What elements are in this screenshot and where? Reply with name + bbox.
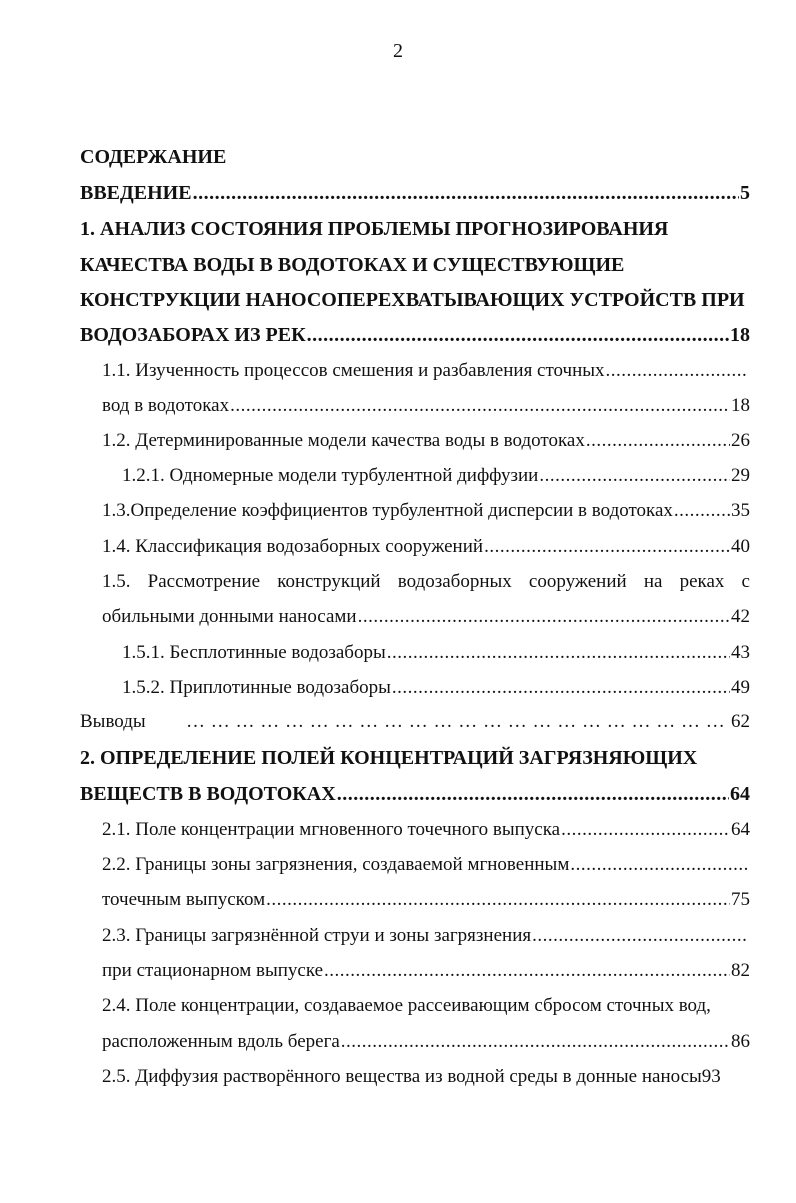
- toc-entry-title: 2.2. Границы зоны загрязнения, создаваемой мгновенным: [102, 854, 570, 875]
- toc-leader-dots: [324, 956, 730, 986]
- toc-page-number: 18: [731, 395, 750, 416]
- toc-entry-title: ВЕЩЕСТВ В ВОДОТОКАХ: [80, 783, 336, 805]
- toc-leader-dots: [230, 391, 730, 421]
- toc-entry-title: ВВЕДЕНИЕ: [80, 182, 192, 204]
- toc-entry-title: 1.5.1. Бесплотинные водозаборы: [122, 642, 386, 663]
- toc-entry-title: Выводы: [80, 711, 146, 732]
- toc-entry-1-4[interactable]: [102, 532, 750, 562]
- toc-heading: СОДЕРЖАНИЕ: [80, 146, 227, 168]
- toc-page-number: 75: [731, 889, 750, 910]
- toc-leader-dots: [561, 815, 730, 845]
- toc-leader-dots: [358, 602, 730, 632]
- toc-leader-dots: [484, 532, 730, 562]
- toc-page-number: 5: [740, 182, 750, 204]
- toc-entry-2-5[interactable]: 2.5. Диффузия растворённого вещества из водной среды в донные наносы93: [102, 1066, 721, 1087]
- toc-page-number: 40: [731, 536, 750, 557]
- toc-entry-2-1[interactable]: [102, 815, 750, 845]
- toc-entry-title: 1.2.1. Одномерные модели турбулентной диффузии: [122, 465, 539, 486]
- toc-entry-title: 1.4. Классификация водозаборных сооружений: [102, 536, 484, 557]
- page-number: 2: [393, 40, 403, 62]
- toc-entry-1-5-line-2[interactable]: [102, 602, 750, 632]
- toc-entry-1-2[interactable]: [102, 426, 750, 456]
- toc-leader-dots: [387, 638, 730, 668]
- toc-leader-dots: [586, 426, 730, 456]
- toc-chapter-1-line-3[interactable]: КОНСТРУКЦИИ НАНОСОПЕРЕХВАТЫВАЮЩИХ УСТРОЙСТВ ПРИ: [80, 289, 745, 311]
- toc-entry-intro[interactable]: [80, 178, 750, 208]
- toc-leader-dots: [193, 178, 739, 208]
- toc-page-number: 64: [731, 819, 750, 840]
- toc-leader-dots: [606, 356, 747, 386]
- toc-entry-title: 1.2. Детерминированные модели качества воды в водотоках: [102, 430, 585, 451]
- toc-entry-1-5-2[interactable]: [122, 673, 750, 703]
- toc-entry-1-5-line-1[interactable]: 1.5. Рассмотрение конструкций водозаборных сооружений на реках с: [102, 571, 750, 592]
- toc-chapter-2-line-2[interactable]: [80, 779, 750, 809]
- toc-leader-dots: [307, 320, 729, 350]
- toc-entry-2-3-line-1[interactable]: [102, 921, 748, 951]
- toc-leader-dots: [337, 779, 729, 809]
- toc-leader-dots: [674, 496, 730, 526]
- toc-entry-title: обильными донными наносами: [102, 606, 357, 627]
- toc-entry-2-2-line-1[interactable]: [102, 850, 748, 880]
- toc-leader-dots: [392, 673, 730, 703]
- toc-entry-title: при стационарном выпуске: [102, 960, 324, 981]
- toc-entry-title: 1.3.Определение коэффициентов турбулентной дисперсии в водотоках: [102, 500, 673, 521]
- toc-page-number: 49: [731, 677, 750, 698]
- toc-entry-title: расположенным вдоль берега: [102, 1031, 340, 1052]
- toc-leader-dots: [532, 921, 747, 951]
- toc-entry-1-1-line-2[interactable]: [102, 391, 750, 421]
- toc-page-number: 29: [731, 465, 750, 486]
- toc-entry-title: 2.1. Поле концентрации мгновенного точечного выпуска: [102, 819, 561, 840]
- toc-page-number: 18: [730, 324, 750, 346]
- toc-entry-1-5-1[interactable]: [122, 638, 750, 668]
- toc-page-number: 43: [731, 642, 750, 663]
- toc-chapter-1-line-2[interactable]: КАЧЕСТВА ВОДЫ В ВОДОТОКАХ И СУЩЕСТВУЮЩИЕ: [80, 254, 625, 276]
- toc-entry-1-2-1[interactable]: [122, 461, 750, 491]
- toc-entry-title: точечным выпуском: [102, 889, 266, 910]
- toc-entry-2-4-line-1[interactable]: 2.4. Поле концентрации, создаваемое рассеивающим сбросом сточных вод,: [102, 995, 711, 1016]
- toc-entry-1-3[interactable]: [102, 496, 750, 526]
- toc-page-number: 86: [731, 1031, 750, 1052]
- toc-page-number: 26: [731, 430, 750, 451]
- toc-chapter-1-line-1[interactable]: 1. АНАЛИЗ СОСТОЯНИЯ ПРОБЛЕМЫ ПРОГНОЗИРОВАНИЯ: [80, 218, 669, 240]
- toc-page-number: 62: [731, 711, 750, 732]
- toc-page-number: 35: [731, 500, 750, 521]
- toc-leader-dots: [186, 707, 730, 737]
- toc-page-number: 82: [731, 960, 750, 981]
- toc-entry-2-4-line-2[interactable]: [102, 1027, 750, 1057]
- toc-leader-dots: [341, 1027, 730, 1057]
- toc-entry-1-1-line-1[interactable]: [102, 356, 748, 386]
- toc-entry-title: ВОДОЗАБОРАХ ИЗ РЕК: [80, 324, 306, 346]
- toc-entry-2-2-line-2[interactable]: [102, 885, 750, 915]
- toc-entry-2-3-line-2[interactable]: [102, 956, 750, 986]
- toc-entry-title: 1.5.2. Приплотинные водозаборы: [122, 677, 391, 698]
- toc-page-number: 42: [731, 606, 750, 627]
- toc-leader-dots: [266, 885, 730, 915]
- toc-entry-title: вод в водотоках: [102, 395, 230, 416]
- toc-entry-title: 2.3. Границы загрязнённой струи и зоны загрязнения: [102, 925, 532, 946]
- toc-leader-dots: [539, 461, 730, 491]
- toc-entry-title: 1.1. Изученность процессов смешения и разбавления сточных: [102, 360, 605, 381]
- toc-chapter-2-line-1[interactable]: 2. ОПРЕДЕЛЕНИЕ ПОЛЕЙ КОНЦЕНТРАЦИЙ ЗАГРЯЗНЯЮЩИХ: [80, 747, 698, 769]
- toc-page-number: 64: [730, 783, 750, 805]
- toc-leader-dots: [570, 850, 747, 880]
- toc-entry-conclusions[interactable]: [80, 707, 750, 737]
- toc-chapter-1-line-4[interactable]: [80, 320, 750, 350]
